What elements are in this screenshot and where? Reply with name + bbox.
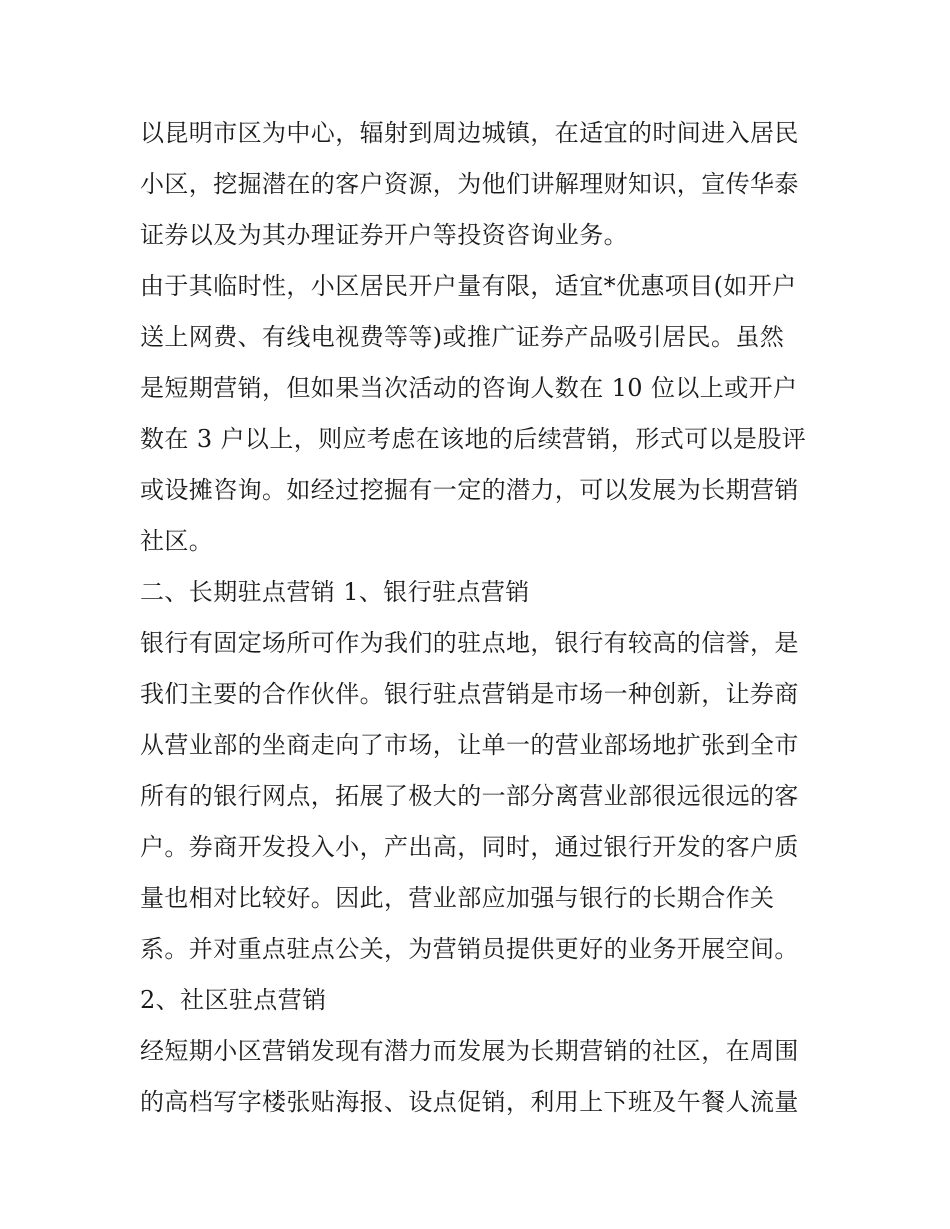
document-body bbox=[140, 108, 820, 1128]
paragraph-community-station bbox=[140, 1026, 820, 1128]
text-line: 以昆明市区为中心，辐射到周边城镇，在适宜的时间进入居民 bbox=[140, 119, 799, 147]
text-line: 送上网费、有线电视费等等)或推广证券产品吸引居民。虽然 bbox=[140, 323, 785, 351]
text-line: 从营业部的坐商走向了市场，让单一的营业部场地扩张到全市 bbox=[140, 731, 799, 759]
section-heading: 二、长期驻点营销 1、银行驻点营销 bbox=[140, 578, 530, 606]
section-heading-community-station bbox=[140, 975, 820, 1026]
text-line: 量也相对比较好。因此，营业部应加强与银行的长期合作关 bbox=[140, 884, 775, 912]
text-line: 证券以及为其办理证券开户等投资咨询业务。 bbox=[140, 221, 628, 249]
paragraph-temporary-nature bbox=[140, 261, 820, 567]
text-line: 小区，挖掘潜在的客户资源，为他们讲解理财知识，宣传华泰 bbox=[140, 170, 799, 198]
text-line: 由于其临时性，小区居民开户量有限，适宜*优惠项目(如开户 bbox=[140, 272, 797, 300]
text-line: 系。并对重点驻点公关，为营销员提供更好的业务开展空间。 bbox=[140, 935, 799, 963]
text-line: 户。券商开发投入小，产出高，同时，通过银行开发的客户质 bbox=[140, 833, 799, 861]
text-line: 社区。 bbox=[140, 527, 214, 555]
text-line: 或设摊咨询。如经过挖掘有一定的潜力，可以发展为长期营销 bbox=[140, 476, 799, 504]
section-heading: 2、社区驻点营销 bbox=[140, 986, 327, 1014]
text-line: 所有的银行网点，拓展了极大的一部分离营业部很远很远的客 bbox=[140, 782, 799, 810]
text-line: 经短期小区营销发现有潜力而发展为长期营销的社区，在周围 bbox=[140, 1037, 799, 1065]
text-line: 的高档写字楼张贴海报、设点促销，利用上下班及午餐人流量 bbox=[140, 1088, 799, 1116]
text-line: 是短期营销，但如果当次活动的咨询人数在 10 位以上或开户 bbox=[140, 374, 798, 402]
text-line: 银行有固定场所可作为我们的驻点地，银行有较高的信誉，是 bbox=[140, 629, 799, 657]
text-line: 数在 3 户以上，则应考虑在该地的后续营销，形式可以是股评 bbox=[140, 425, 807, 453]
paragraph-community-intro bbox=[140, 108, 820, 261]
paragraph-bank-station bbox=[140, 618, 820, 975]
section-heading-long-term bbox=[140, 567, 820, 618]
text-line: 我们主要的合作伙伴。银行驻点营销是市场一种创新，让券商 bbox=[140, 680, 799, 708]
